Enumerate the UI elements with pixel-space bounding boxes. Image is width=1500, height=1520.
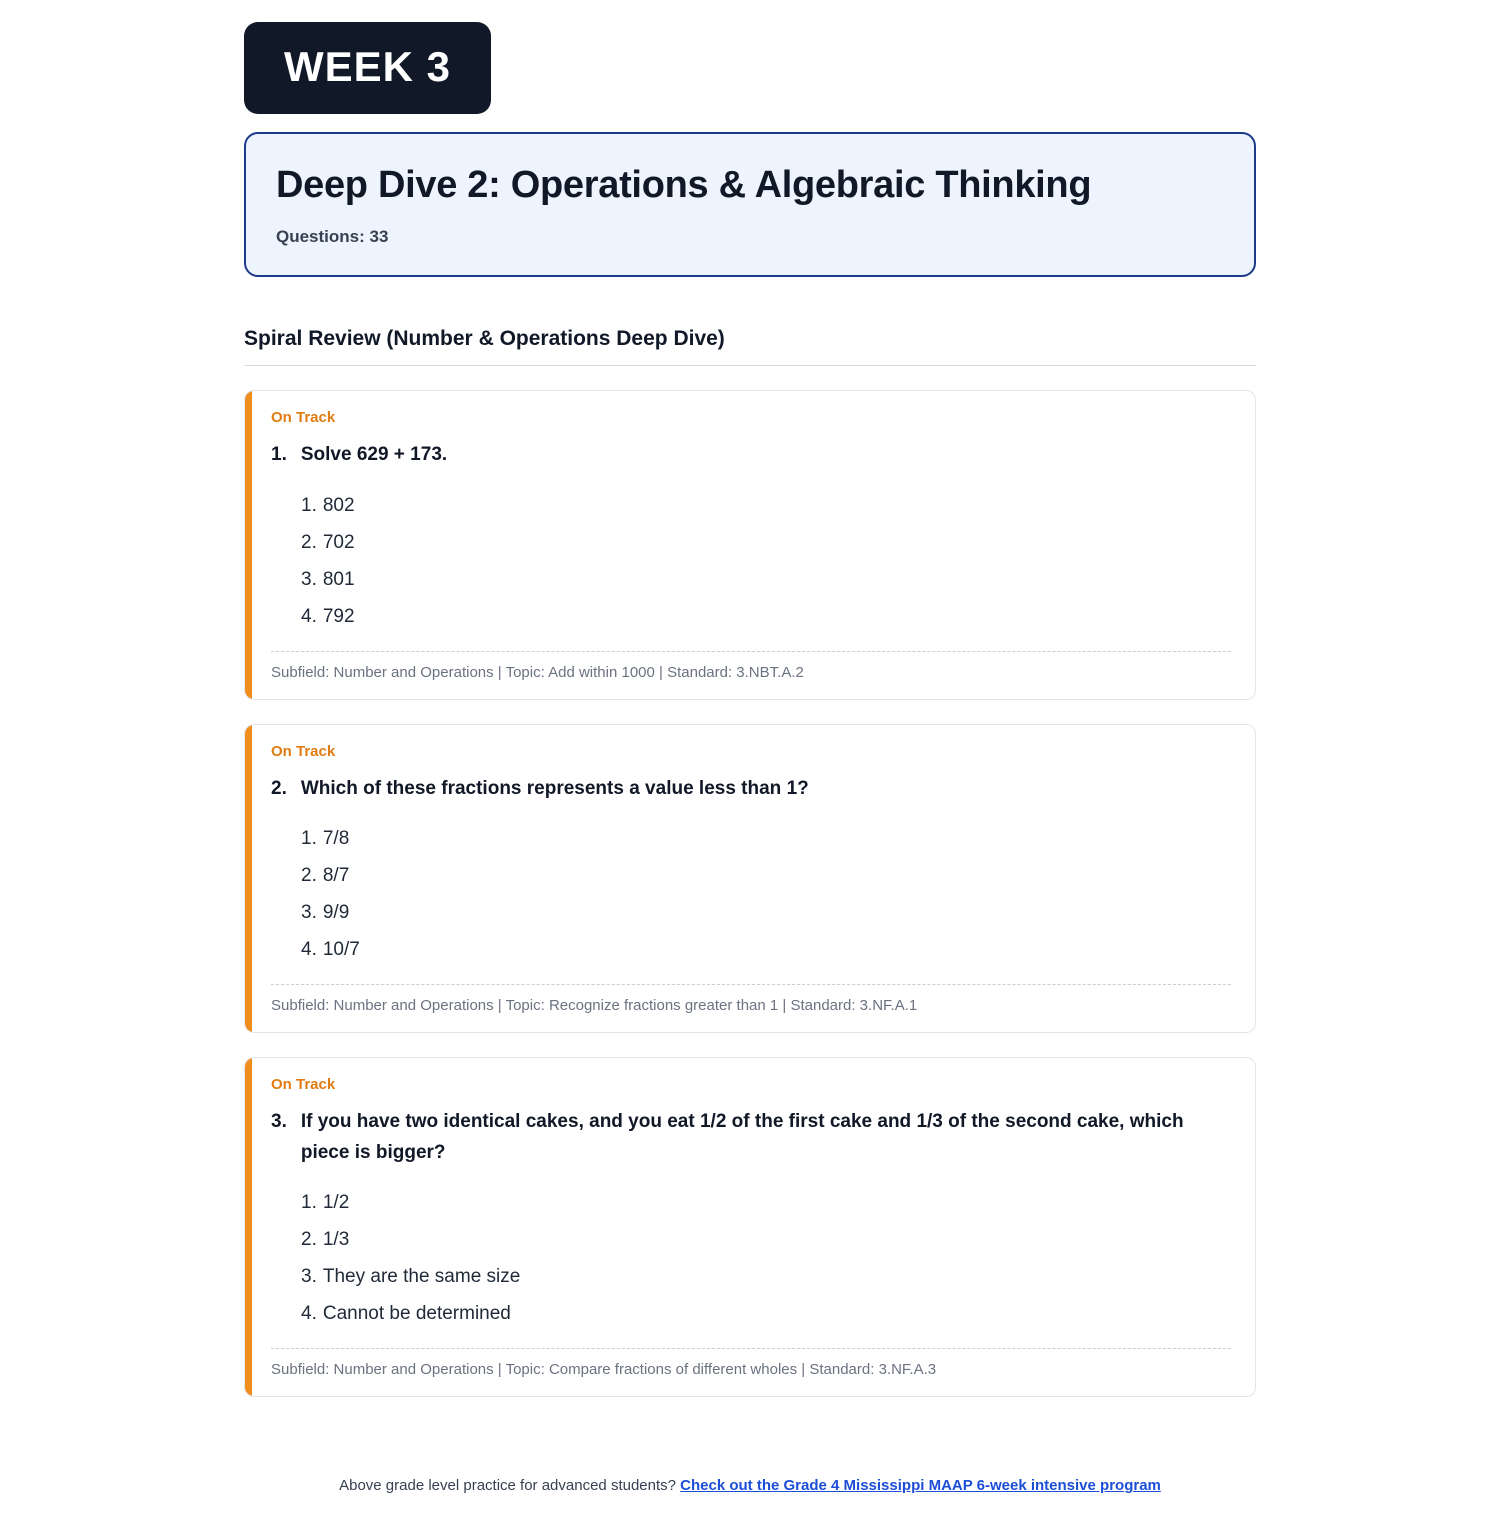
choice-index: 2. (301, 865, 317, 887)
choice-option[interactable] (301, 1221, 1231, 1258)
question-text (271, 1107, 1231, 1168)
choice-label: 801 (322, 568, 355, 590)
choice-index: 3. (301, 568, 317, 590)
choice-list (271, 1184, 1231, 1332)
choice-option[interactable] (301, 487, 1231, 524)
choice-option[interactable] (301, 1184, 1231, 1221)
choice-option[interactable] (301, 1258, 1231, 1295)
choice-index: 1. (301, 1192, 317, 1214)
question-number: 2. (271, 777, 287, 799)
content-column (244, 0, 1256, 1520)
choice-index: 3. (301, 1266, 317, 1288)
choice-label: 802 (322, 494, 355, 516)
choice-label: 702 (322, 531, 355, 553)
question-body: Solve 629 + 173. (300, 444, 448, 466)
choice-index: 3. (301, 902, 317, 924)
choice-option[interactable] (301, 561, 1231, 598)
choice-index: 4. (301, 939, 317, 961)
choice-label: 7/8 (322, 828, 350, 850)
choice-index: 1. (301, 494, 317, 516)
question-card (244, 724, 1256, 1034)
page-title: Deep Dive 2: Operations & Algebraic Thinking (276, 164, 1092, 206)
choice-list (271, 487, 1231, 635)
question-body: If you have two identical cakes, and you eat 1/2 of the first cake and 1/3 of the second cake, which piece is bigger? (300, 1111, 1184, 1163)
section-heading: Spiral Review (Number & Operations Deep Dive) (244, 327, 1256, 366)
question-meta: Subfield: Number and Operations | Topic: Recognize fractions greater than 1 | Standard: 3.NF.A.1 (271, 997, 918, 1015)
choice-option[interactable] (301, 894, 1231, 931)
choice-index: 4. (301, 1303, 317, 1325)
question-body: Which of these fractions represents a value less than 1? (300, 777, 809, 799)
choice-index: 2. (301, 531, 317, 553)
question-text (271, 774, 1231, 804)
choice-option[interactable] (301, 1295, 1231, 1332)
title-card (244, 132, 1256, 277)
footer-link[interactable]: Check out the Grade 4 Mississippi MAAP 6-week intensive program (680, 1477, 1161, 1495)
question-meta: Subfield: Number and Operations | Topic: Compare fractions of different wholes | Standard: 3.NF.A.3 (271, 1361, 937, 1379)
choice-label: 792 (322, 605, 355, 627)
question-meta: Subfield: Number and Operations | Topic: Add within 1000 | Standard: 3.NBT.A.2 (271, 663, 804, 681)
status-badge: On Track (271, 742, 336, 760)
choice-option[interactable] (301, 598, 1231, 635)
question-number: 3. (271, 1111, 287, 1133)
footer-text: Above grade level practice for advanced students? (339, 1477, 676, 1495)
choice-option[interactable] (301, 524, 1231, 561)
status-accent-bar (245, 391, 252, 699)
choice-index: 1. (301, 828, 317, 850)
questions-count: Questions: 33 (276, 227, 389, 247)
choice-label: Cannot be determined (322, 1303, 511, 1325)
footer (244, 1477, 1256, 1520)
choice-label: 1/3 (322, 1229, 350, 1251)
choice-label: 8/7 (322, 865, 350, 887)
choice-label: 9/9 (322, 902, 350, 924)
choice-index: 4. (301, 605, 317, 627)
choice-option[interactable] (301, 820, 1231, 857)
status-accent-bar (245, 1058, 252, 1396)
week-badge: WEEK 3 (244, 22, 491, 114)
choice-label: 10/7 (322, 939, 360, 961)
status-accent-bar (245, 725, 252, 1033)
question-card (244, 390, 1256, 700)
choice-list (271, 820, 1231, 968)
question-card (244, 1057, 1256, 1397)
choice-label: They are the same size (322, 1266, 521, 1288)
status-badge: On Track (271, 1076, 336, 1094)
question-number: 1. (271, 444, 287, 466)
choice-label: 1/2 (322, 1192, 350, 1214)
choice-option[interactable] (301, 857, 1231, 894)
status-badge: On Track (271, 409, 336, 427)
choice-option[interactable] (301, 931, 1231, 968)
choice-index: 2. (301, 1229, 317, 1251)
question-text (271, 440, 1231, 470)
